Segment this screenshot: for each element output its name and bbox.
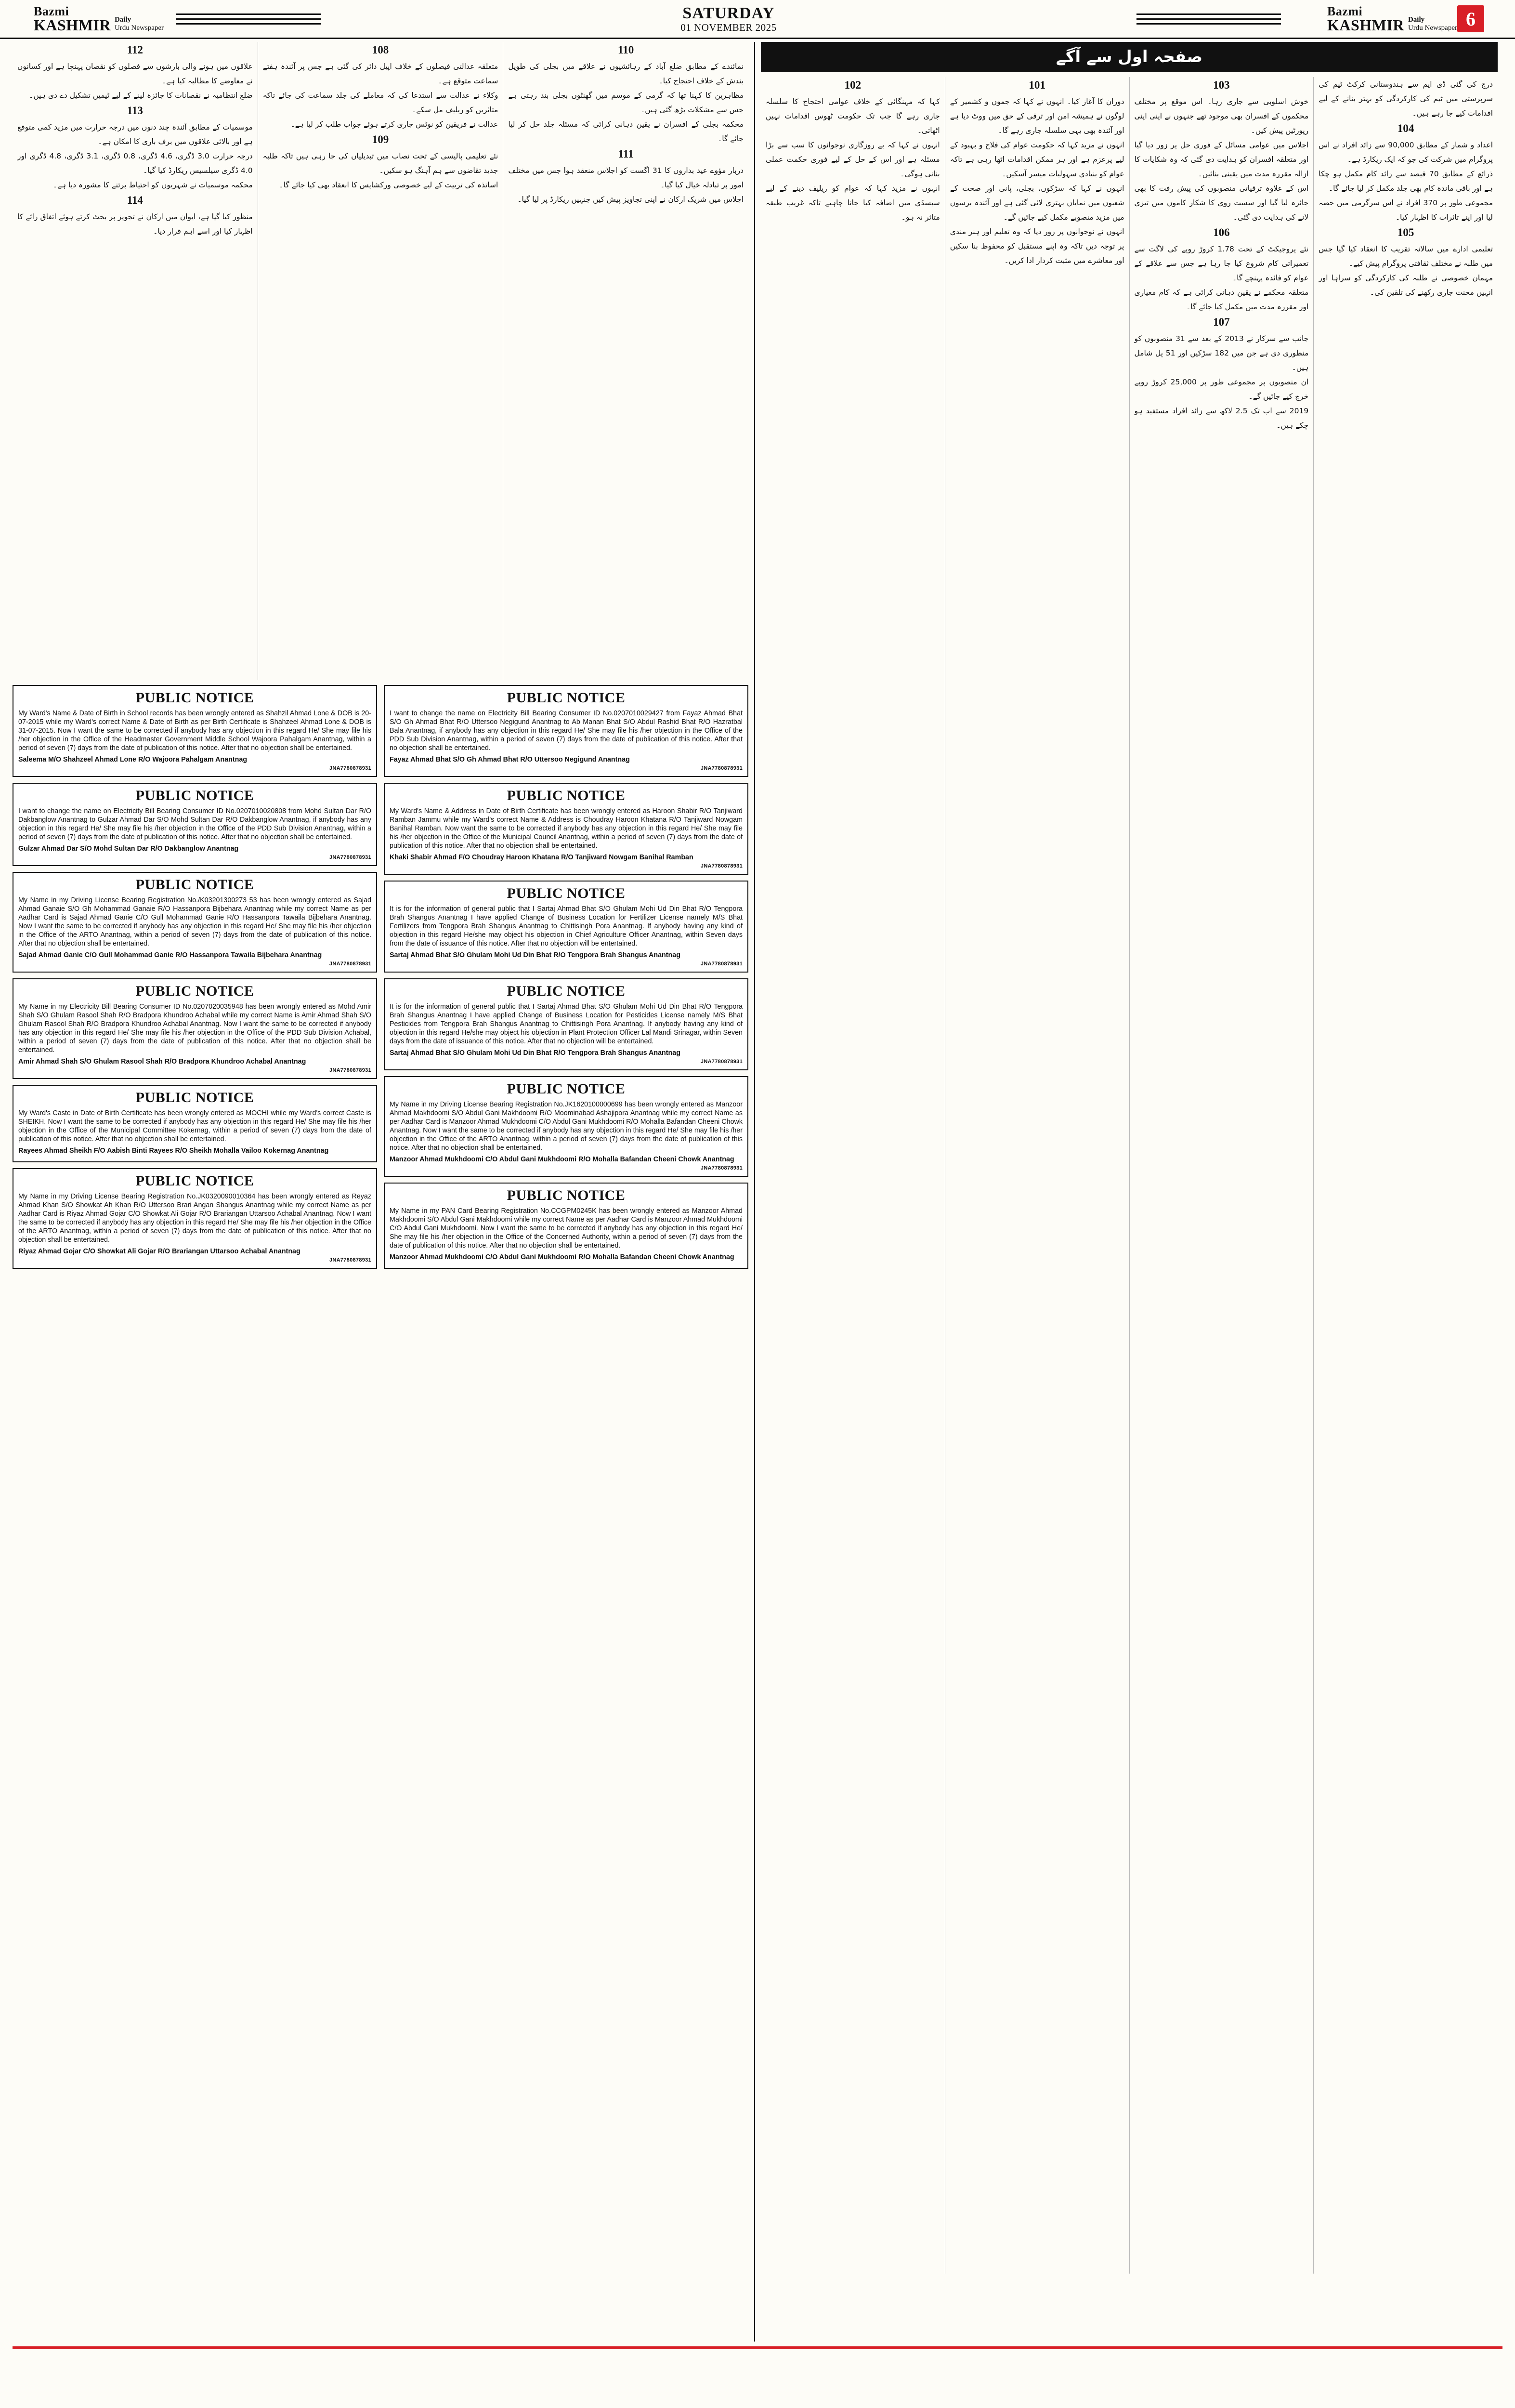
notice-signature: Amir Ahmad Shah S/O Ghulam Rasool Shah R/O Bradpora Khundroo Achabal Anantnag [18,1058,306,1066]
notice-signature: Riyaz Ahmad Gojar C/O Showkat Ali Gojar R/O Brariangan Uttarsoo Achabal Anantnag [18,1248,300,1255]
masthead-sub-daily-right: Daily [1408,16,1425,24]
article-text-102-3: انہوں نے مزید کہا کہ عوام کو ریلیف دینے کے لیے سبسڈی میں اضافہ کیا جانا چاہیے تاکہ غریب طبقہ متاثر نہ ہو۔ [766,184,940,222]
article-text-113-2: درجہ حرارت 3.0 ڈگری، 4.6 ڈگری، 0.8 ڈگری، 3.1 ڈگری، 4.8 ڈگری اور 4.0 ڈگری سیلسیس ریکارڈ کیا گیا۔ [17,152,253,175]
notice-body: I want to change the name on Electricity Bill Bearing Consumer ID No.0207010029427 from Fayaz Ahmad Bhat S/O Gh Ahmad Bhat R/O Uttersoo Negigund Anantnag to Ab Manan Bhat S/O Abdul Rashid Bhat R/O Hazratbal Bala Anantnag, if anybody has any objection in this regard He/ She may file his /her objection in the Office of the PDD Sub Division Anantnag, within a period of seven (7) days from the date of publication of this notice. After that no objection shall be entertained. [390,710,743,752]
notice-body: My Name in my PAN Card Bearing Registration No.CCGPM0245K has been wrongly entered as Manzoor Ahmad Makhdoomi S/O Abdul Gani Makhdoomi while my correct Name as per Aadhar Card is Manzoor Ahmad Mukhdoomi C/O Abdul Gani Mukhdoomi. Now I want the same to be corrected if anybody has any objection in this regard He/ She may file his /her objection in the Office of the Concerned Authority, within a period of seven (7) days from the date of publication of this notice. After that no objection shall be entertained. [390,1207,743,1250]
logo-line1: Bazmi [34,4,69,18]
bottom-rule [13,2346,1502,2349]
notice-heading: PUBLIC NOTICE [135,1173,254,1189]
public-notice [13,685,377,777]
section-number-105: 105 [1397,226,1414,238]
article-text-110-3: محکمہ بجلی کے افسران نے یقین دہانی کرائی کہ مسئلہ جلد حل کر لیا جائے گا۔ [508,120,744,143]
public-notice [384,978,748,1070]
urdu-columns-right [761,77,1498,2274]
article-column-7 [258,42,503,680]
right-zone [761,42,1498,2342]
article-text-112-1: علاقوں میں ہونے والی بارشوں سے فصلوں کو نقصان پہنچا ہے اور کسانوں نے معاوضے کا مطالبہ کیا ہے۔ [17,62,253,85]
article-column-4 [1129,77,1314,2274]
section-number-107: 107 [1213,316,1230,328]
masthead-date: 01 NOVEMBER 2025 [680,21,777,33]
notice-signature: Saleema M/O Shahzeel Ahmad Lone R/O Wajoora Pahalgam Anantnag [18,756,248,763]
article-text-108-3: عدالت نے فریقین کو نوٹس جاری کرتے ہوئے جواب طلب کر لیا ہے۔ [290,120,498,129]
masthead-subtitle-left [115,16,164,32]
article-text-108-1: متعلقہ عدالتی فیصلوں کے خلاف اپیل دائر کی گئی ہے جس پر آئندہ ہفتے سماعت متوقع ہے۔ [262,62,498,85]
article-text-105-1: تعلیمی ادارے میں سالانہ تقریب کا انعقاد کیا گیا جس میں طلبہ نے مختلف ثقافتی پروگرام پیش کیے۔ [1319,245,1493,268]
continued-banner [761,42,1498,72]
notice-body: My Name in my Driving License Bearing Registration No.JK1620100000699 has been wrongly entered as Manzoor Ahmad Makhdoomi S/O Abdul Gani Makhdoomi R/O Moominabad Ashajipora Anantnag while my correct Name as per Aadhar Card is Manzoor Ahmad Mukhdoomi C/O Abdul Gani Mukhdoomi R/O Mohalla Bafandan Cheeni Chowk Anantnag. Now I want the same to be corrected if anybody has any objection in this regard He/ She may file his /her objection in the Office of the ARTO Anantnag, within a period of seven (7) days from the date of publication of this notice. After that no objection shall be entertained. [390,1101,743,1152]
article-text-103-3: اس کے علاوہ ترقیاتی منصوبوں کی پیش رفت کا بھی جائزہ لیا گیا اور سست روی کا شکار کاموں میں تیزی لانے کی ہدایت دی گئی۔ [1134,184,1309,222]
public-notice [384,1076,748,1177]
notice-body: I want to change the name on Electricity Bill Bearing Consumer ID No.0207010020808 from Mohd Sultan Dar R/O Dakbanglow Anantnag to Gulzar Ahmad Dar S/O Mohd Sultan Dar R/O Dakbanglow Anantnag, if anybody has any objection in this regard He/ She may file his /her objection in the Office of the PDD Sub Division Anantnag, within a period of seven (7) days from the date of publication of this notice. After that no objection shall be entertained. [18,807,371,841]
public-notice [384,881,748,973]
logo-line2-right: KASHMIR [1327,16,1404,34]
notice-reference: JNA7780878931 [700,961,743,967]
article-text-108-2: وکلاء نے عدالت سے استدعا کی کہ معاملے کی جلد سماعت کی جائے تاکہ متاثرین کو ریلیف مل سکے۔ [262,91,498,114]
notice-heading: PUBLIC NOTICE [135,788,254,803]
public-notice [384,783,748,875]
section-number-103: 103 [1213,79,1230,91]
notice-signature: Sartaj Ahmad Bhat S/O Ghulam Mohi Ud Din Bhat R/O Tengpora Brah Shangus Anantnag [390,1049,680,1057]
section-number-110: 110 [618,44,634,56]
article-text-107-1: جانب سے سرکار نے 2013 کے بعد سے 31 منصوبوں کو منظوری دی ہے جن میں 182 سڑکیں اور 51 پل شامل ہیں۔ [1134,334,1309,372]
notice-reference: JNA7780878931 [329,1257,371,1263]
notice-signature: Fayaz Ahmad Bhat S/O Gh Ahmad Bhat R/O Uttersoo Negigund Anantnag [390,756,630,763]
article-column-3 [945,77,1129,2274]
masthead-day: SATURDAY [682,4,775,22]
notice-signature: Rayees Ahmad Sheikh F/O Aabish Binti Rayees R/O Sheikh Mohalla Vailoo Kokernag Anantnag [18,1147,329,1155]
section-number-101: 101 [1029,79,1045,91]
article-text-111-1: دربار مؤوے عید بداروں کا 31 اگست کو اجلاس منعقد ہوا جس میں مختلف امور پر تبادلہ خیال کیا گیا۔ [508,166,744,189]
notice-heading: PUBLIC NOTICE [507,690,626,706]
notice-heading: PUBLIC NOTICE [135,877,254,893]
left-zone [13,42,748,2342]
section-number-111: 111 [618,148,634,160]
article-text-103-1: خوش اسلوبی سے جاری رہا۔ اس موقع پر مختلف محکموں کے افسران بھی موجود تھے جنہوں نے اپنی اپنی رپورٹیں پیش کیں۔ [1134,97,1309,135]
public-notice [384,1183,748,1269]
notice-reference: JNA7780878931 [329,765,371,771]
article-text-102-2: انہوں نے کہا کہ بے روزگاری نوجوانوں کا سب سے بڑا مسئلہ ہے اور اس کے حل کے لیے فوری حکمت عملی بنانی ہوگی۔ [766,141,940,178]
masthead-logo-left [0,5,164,32]
notice-heading: PUBLIC NOTICE [507,1187,626,1203]
notice-reference: JNA7780878931 [329,855,371,860]
masthead-sub-newspaper: Newspaper [131,24,164,32]
notice-body: My Ward's Caste in Date of Birth Certificate has been wrongly entered as MOCHI while my Ward's correct Caste is SHEIKH. Now I want the same to be corrected if anybody has any objection in this regard He/ She may file his /her objection in the Office of the Municipal Committee Kokernag, within a period of seven (7) days from the date of publication of this notice. After that no objection shall be entertained. [18,1109,371,1143]
logo-line1-right: Bazmi [1327,4,1363,18]
section-number-102: 102 [844,79,862,91]
notice-reference: JNA7780878931 [700,765,743,771]
public-notices-area [13,685,748,1269]
public-notice [13,1085,377,1162]
article-text-101-3: انہوں نے کہا کہ سڑکوں، بجلی، پانی اور صحت کے شعبوں میں نمایاں بہتری لائی گئی ہے اور آئندہ برسوں میں مزید منصوبے مکمل کیے جائیں گے۔ [950,184,1124,222]
page-body [0,39,1515,2342]
public-notice [13,978,377,1079]
masthead-sub-daily: Daily [114,16,131,24]
notice-signature: Sartaj Ahmad Bhat S/O Ghulam Mohi Ud Din Bhat R/O Tengpora Brah Shangus Anantnag [390,951,680,959]
masthead-sub-newspaper-right: Newspaper [1424,24,1457,32]
notice-body: My Name in my Driving License Bearing Registration No./K03201300273 53 has been wrongly entered as Sajad Ahmad Ganaie S/O Gh Mohammad Ganaie R/O Hassanpora Bijbehara Anantnag while my correct Name as per Aadhar Card is Sajad Ahmad Ganie C/O Gull Mohammad Ganie R/O Hassanpora Tawaila Bijbehara Anantnag. Now I want the same to be corrected if anybody has any objection in this regard He/ She may file his /her objection in the Office of the ARTO Anantnag, within a period of seven (7) days from the date of publication of this notice. After that no objection shall be entertained. [18,896,371,947]
page-number-badge: 6 [1457,5,1484,32]
notice-signature: Khaki Shabir Ahmad F/O Choudray Haroon Khatana R/O Tanjiward Nowgam Banihal Ramban [390,854,693,861]
article-column-5 [1313,77,1498,2274]
article-text-112-2: ضلع انتظامیہ نے نقصانات کا جائزہ لینے کے لیے ٹیمیں تشکیل دے دی ہیں۔ [29,91,253,100]
notice-column-2 [384,685,748,1269]
article-text-106-2: متعلقہ محکمے نے یقین دہانی کرائی ہے کہ کام معیاری اور مقررہ مدت میں مکمل کیا جائے گا۔ [1134,288,1309,311]
article-text-107-2: ان منصوبوں پر مجموعی طور پر 25,000 کروڑ روپے خرچ کیے جائیں گے۔ [1134,378,1309,401]
public-notice [13,783,377,866]
article-text-103-2: اجلاس میں عوامی مسائل کے فوری حل پر زور دیا گیا اور متعلقہ افسران کو ہدایت دی گئی کہ وہ شکایات کا ازالہ مقررہ مدت میں یقینی بنائیں۔ [1134,141,1309,178]
article-text-109-1: نئے تعلیمی پالیسی کے تحت نصاب میں تبدیلیاں کی جا رہی ہیں تاکہ طلبہ جدید تقاضوں سے ہم آہنگ ہو سکیں۔ [262,152,498,175]
section-number-114: 114 [127,194,143,206]
article-text-104-3: مجموعی طور پر 370 افراد نے اس سرگرمی میں حصہ لیا اور اپنے تاثرات کا اظہار کیا۔ [1319,198,1493,222]
article-text-101-4: انہوں نے نوجوانوں پر زور دیا کہ وہ تعلیم اور ہنر مندی پر توجہ دیں تاکہ وہ اپنے مستقبل کو محفوظ بنا سکیں اور معاشرے میں مثبت کردار ادا کریں۔ [950,227,1124,265]
masthead-date-block [333,5,1124,33]
article-text-107-3: 2019 سے اب تک 2.5 لاکھ سے زائد افراد مستفید ہو چکے ہیں۔ [1134,407,1309,430]
article-text-113-3: محکمہ موسمیات نے شہریوں کو احتیاط برتنے کا مشورہ دیا ہے۔ [52,181,253,189]
notice-body: It is for the information of general public that I Sartaj Ahmad Bhat S/O Ghulam Mohi Ud Din Bhat R/O Tengpora Brah Shangus Anantnag I have applied Change of Business Location for Fertilizer License namely M/S Bhat Fertilizers from Tengpora Brah Shangus Anantnag to Chittisingh Pora Anantnag. If anybody having any kind of objection in this regard He/she may object his objection in Chief Agriculture Officer Anantnag, within Seven days from the date of issuance of this notice. After that no objection will be entertained. [390,905,743,947]
notice-heading: PUBLIC NOTICE [507,1081,626,1097]
article-text-104-1: اعداد و شمار کے مطابق 90,000 سے زائد افراد نے اس پروگرام میں شرکت کی جو کہ ایک ریکارڈ ہے۔ [1319,141,1493,164]
notice-reference: JNA7780878931 [329,961,371,967]
article-text-104-2: ذرائع کے مطابق 70 فیصد سے زائد کام مکمل ہو چکا ہے اور باقی ماندہ کام بھی جلد مکمل کر لیا جائے گا۔ [1319,170,1493,193]
notice-column-1 [13,685,377,1269]
notice-body: My Name in my Driving License Bearing Registration No.JK0320090010364 has been wrongly entered as Reyaz Ahmad Khan S/O Showkat Ah Khan R/O Uttersoo Brari Angan Shangus Anantnag while my correct Name as per Aadhar Card is Riyaz Ahmad Gojar C/O Showkat Ali Gojar R/O Brariangan Uttarsoo Achabal Anantnag. Now I want the same to be corrected if anybody has any objection in this regard He/ She may file his /her objection in the Office of the ARTO Anantnag, within a period of seven (7) days from the date of publication of this notice. After that no objection shall be entertained. [18,1193,371,1244]
section-number-104: 104 [1397,122,1414,134]
notice-reference: JNA7780878931 [329,1067,371,1073]
banner-headline: صفحہ اول سے آگے [1056,47,1203,66]
notice-heading: PUBLIC NOTICE [507,788,626,803]
article-column-6 [13,42,258,680]
urdu-columns-left [13,42,748,680]
article-column-2 [761,77,945,2274]
notice-signature: Gulzar Ahmad Dar S/O Mohd Sultan Dar R/O Dakbanglow Anantnag [18,845,239,853]
column-divider [754,42,755,2342]
notice-heading: PUBLIC NOTICE [507,885,626,901]
masthead-sub-urdu-right: Urdu [1408,24,1423,32]
notice-body: My Name in my Electricity Bill Bearing Consumer ID No.0207020035948 has been wrongly entered as Mohd Amir Shah S/O Ghulam Rasool Shah R/O Bradpora Khundroo Achabal while my correct Name is Amir Ahmad Shah S/O Ghulam Rasool Shah R/O Bradpora Khundroo Achabal Anantnag. Now I want the same to be corrected if anybody has any objection in this regard He/ She may file his /her objection in the Office of the PDD Sub Division Achabal, within a period of seven (7) days from the date of publication of this notice. After that no objection shall be entertained. [18,1003,371,1054]
masthead [0,0,1515,39]
section-number-108: 108 [372,44,389,56]
public-notice [13,872,377,973]
notice-heading: PUBLIC NOTICE [135,983,254,999]
article-text-110-1: نمائندے کے مطابق ضلع آباد کے رہائشیوں نے علاقے میں بجلی کی طویل بندش کے خلاف احتجاج کیا۔ [508,62,744,85]
article-text-101-1: دوران کا آغاز کیا۔ انہوں نے کہا کہ جموں و کشمیر کے لوگوں نے ہمیشہ امن اور ترقی کے حق میں ووٹ دیا ہے اور آئندہ بھی یہی سلسلہ جاری رہے گا۔ [950,97,1124,135]
notice-reference: JNA7780878931 [700,1165,743,1171]
article-text-110-2: مظاہرین کا کہنا تھا کہ گرمی کے موسم میں گھنٹوں بجلی بند رہتی ہے جس سے مشکلات بڑھ گئی ہیں۔ [508,91,744,114]
masthead-rule-left [176,10,321,28]
section-number-113: 113 [127,105,143,117]
masthead-sub-urdu: Urdu [114,24,130,32]
article-text-111-2: اجلاس میں شریک ارکان نے اپنی تجاویز پیش کیں جنہیں ریکارڈ پر لیا گیا۔ [517,195,744,204]
article-text-109-2: اساتذہ کی تربیت کے لیے خصوصی ورکشاپس کا انعقاد بھی کیا جائے گا۔ [279,181,498,189]
notice-heading: PUBLIC NOTICE [507,983,626,999]
notice-reference: JNA7780878931 [700,863,743,869]
notice-body: It is for the information of general public that I Sartaj Ahmad Bhat S/O Ghulam Mohi Ud Din Bhat R/O Tengpora Brah Shangus Anantnag I have applied Change of Business Location for Pesticides License namely M/S Bhat Pesticides from Tengpora Brah Shangus Anantnag to Chittisingh Pora Anantnag. If anybody having any kind of objection in this regard He/she may object his objection in Plant Protection Officer Lal Mandi Srinagar, within Seven days from the date of issuance of this notice. After that no objection will be entertained. [390,1003,743,1045]
public-notice [13,1168,377,1269]
public-notice [384,685,748,777]
notice-signature: Manzoor Ahmad Mukhdoomi C/O Abdul Gani Mukhdoomi R/O Mohalla Bafandan Cheeni Chowk Anantnag [390,1156,734,1163]
article-text-113-1: موسمیات کے مطابق آئندہ چند دنوں میں درجہ حرارت میں مزید کمی متوقع ہے اور بالائی علاقوں میں برف باری کا امکان ہے۔ [17,123,253,146]
masthead-rule-right [1136,10,1281,28]
article-text-101-2: انہوں نے مزید کہا کہ حکومت عوام کی فلاح و بہبود کے لیے پرعزم ہے اور ہر ممکن اقدامات اٹھا رہی ہے تاکہ عوام کو بنیادی سہولیات میسر آسکیں۔ [950,141,1124,178]
section-number-109: 109 [372,133,389,145]
notice-heading: PUBLIC NOTICE [135,1090,254,1105]
notice-heading: PUBLIC NOTICE [135,690,254,706]
masthead-subtitle-right [1408,16,1457,32]
article-text-104-lead: درج کی گئی ڈی ایم سے ہندوستانی کرکٹ ٹیم کی سرپرستی میں ٹیم کی کارکردگی کو بہتر بنانے کے لیے اقدامات کیے جا رہے ہیں۔ [1319,80,1493,118]
notice-body: My Ward's Name & Address in Date of Birth Certificate has been wrongly entered as Haroon Shabir R/O Tanjiward Ramban Jammu while my Ward's correct Name & Address is Choudray Haroon Khatana R/O Tanjiward Nowgam Banihal Ramban. Now want the same to be corrected if anybody has any objection in this regard He/ She may file his /her objection in the Office of the Municipal Council Anantnag, within a period of seven (7) days from the date of publication of this notice. After that no objection shall be entertained. [390,807,743,850]
section-number-106: 106 [1213,226,1230,238]
notice-reference: JNA7780878931 [700,1059,743,1065]
section-number-112: 112 [127,44,143,56]
notice-body: My Ward's Name & Date of Birth in School records has been wrongly entered as Shahzil Ahmad Lone & DOB is 20-07-2015 while my Ward's correct Name & Date of Birth as per Birth Certificate is Shahzeel Ahmad Lone & DOB is 31-07-2015. Now I want the same to be corrected if anybody has any objection in this regard He/ She may file his /her objection in the Office of the Headmaster Government Middle School Wajoora Pahalgam Anantnag, within a period of seven (7) days from the date of publication of this notice. After that no objection shall be entertained. [18,710,371,752]
article-text-105-2: مہمان خصوصی نے طلبہ کی کارکردگی کو سراہا اور انہیں محنت جاری رکھنے کی تلقین کی۔ [1319,274,1493,297]
article-text-102-1: کہا کہ مہنگائی کے خلاف عوامی احتجاج کا سلسلہ جاری رہے گا جب تک حکومت ٹھوس اقدامات نہیں اٹھاتی۔ [766,97,940,135]
logo-line2: KASHMIR [34,16,111,34]
article-text-114-1: منظور کیا گیا ہے، ایوان میں ارکان نے تجویز پر بحث کرتے ہوئے اتفاق رائے کا اظہار کیا اور اسے اہم قرار دیا۔ [17,212,253,236]
masthead-logo-right [1293,5,1457,32]
notice-signature: Manzoor Ahmad Mukhdoomi C/O Abdul Gani Mukhdoomi R/O Mohalla Bafandan Cheeni Chowk Anantnag [390,1253,734,1261]
article-column-8 [503,42,748,680]
article-text-106-1: نئے پروجیکٹ کے تحت 1.78 کروڑ روپے کی لاگت سے تعمیراتی کام شروع کیا جا رہا ہے جس سے علاقے کے عوام کو فائدہ پہنچے گا۔ [1134,245,1309,282]
notice-signature: Sajad Ahmad Ganie C/O Gull Mohammad Ganie R/O Hassanpora Tawaila Bijbehara Anantnag [18,951,322,959]
